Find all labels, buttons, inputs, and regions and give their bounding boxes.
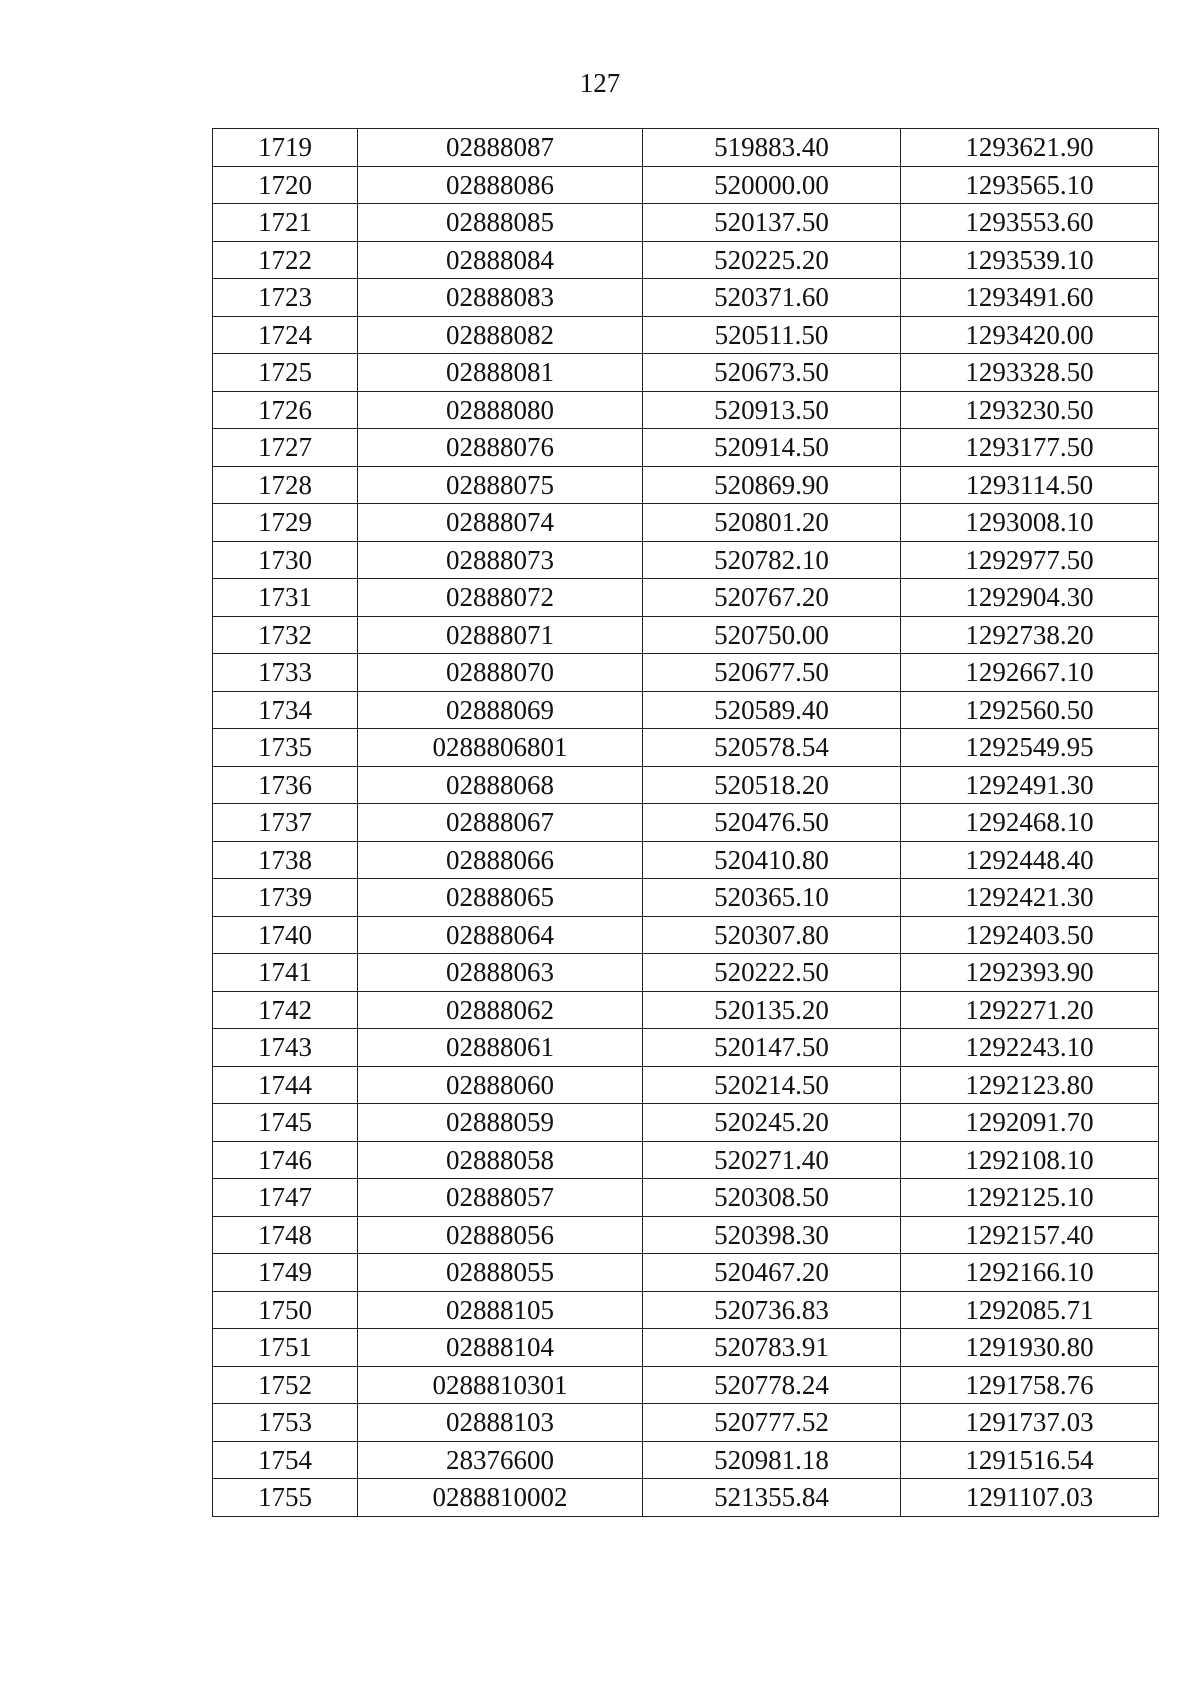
row-index-cell: 1743 xyxy=(213,1029,358,1067)
table-row xyxy=(213,541,1159,579)
x-coordinate-cell: 520518.20 xyxy=(643,766,901,804)
y-coordinate-cell: 1292549.95 xyxy=(901,729,1159,767)
y-coordinate-cell: 1292738.20 xyxy=(901,616,1159,654)
y-coordinate-cell: 1293621.90 xyxy=(901,129,1159,167)
x-coordinate-cell: 520589.40 xyxy=(643,691,901,729)
y-coordinate-cell: 1292977.50 xyxy=(901,541,1159,579)
table-row xyxy=(213,1404,1159,1442)
x-coordinate-cell: 520801.20 xyxy=(643,504,901,542)
row-index-cell: 1746 xyxy=(213,1141,358,1179)
y-coordinate-cell: 1291107.03 xyxy=(901,1479,1159,1517)
x-coordinate-cell: 520673.50 xyxy=(643,354,901,392)
row-index-cell: 1738 xyxy=(213,841,358,879)
point-id-cell: 0288810002 xyxy=(358,1479,643,1517)
row-index-cell: 1723 xyxy=(213,279,358,317)
row-index-cell: 1731 xyxy=(213,579,358,617)
row-index-cell: 1720 xyxy=(213,166,358,204)
coordinates-table xyxy=(212,128,1159,1517)
point-id-cell: 02888073 xyxy=(358,541,643,579)
table-row xyxy=(213,1329,1159,1367)
x-coordinate-cell: 520578.54 xyxy=(643,729,901,767)
y-coordinate-cell: 1292271.20 xyxy=(901,991,1159,1029)
x-coordinate-cell: 520677.50 xyxy=(643,654,901,692)
point-id-cell: 02888080 xyxy=(358,391,643,429)
table-row xyxy=(213,1291,1159,1329)
x-coordinate-cell: 520214.50 xyxy=(643,1066,901,1104)
point-id-cell: 02888074 xyxy=(358,504,643,542)
table-row xyxy=(213,1029,1159,1067)
y-coordinate-cell: 1293491.60 xyxy=(901,279,1159,317)
row-index-cell: 1735 xyxy=(213,729,358,767)
table-row xyxy=(213,316,1159,354)
table-row xyxy=(213,916,1159,954)
table-row xyxy=(213,879,1159,917)
y-coordinate-cell: 1293565.10 xyxy=(901,166,1159,204)
x-coordinate-cell: 520736.83 xyxy=(643,1291,901,1329)
point-id-cell: 02888062 xyxy=(358,991,643,1029)
row-index-cell: 1728 xyxy=(213,466,358,504)
row-index-cell: 1737 xyxy=(213,804,358,842)
row-index-cell: 1726 xyxy=(213,391,358,429)
point-id-cell: 28376600 xyxy=(358,1441,643,1479)
point-id-cell: 02888070 xyxy=(358,654,643,692)
table-row xyxy=(213,691,1159,729)
x-coordinate-cell: 520365.10 xyxy=(643,879,901,917)
row-index-cell: 1750 xyxy=(213,1291,358,1329)
table-row xyxy=(213,504,1159,542)
table-row xyxy=(213,1479,1159,1517)
x-coordinate-cell: 520767.20 xyxy=(643,579,901,617)
y-coordinate-cell: 1293114.50 xyxy=(901,466,1159,504)
x-coordinate-cell: 520410.80 xyxy=(643,841,901,879)
table-row xyxy=(213,1366,1159,1404)
x-coordinate-cell: 520467.20 xyxy=(643,1254,901,1292)
point-id-cell: 02888087 xyxy=(358,129,643,167)
x-coordinate-cell: 520371.60 xyxy=(643,279,901,317)
point-id-cell: 02888105 xyxy=(358,1291,643,1329)
row-index-cell: 1729 xyxy=(213,504,358,542)
y-coordinate-cell: 1292125.10 xyxy=(901,1179,1159,1217)
table-row xyxy=(213,954,1159,992)
point-id-cell: 0288806801 xyxy=(358,729,643,767)
y-coordinate-cell: 1292560.50 xyxy=(901,691,1159,729)
row-index-cell: 1736 xyxy=(213,766,358,804)
table-row xyxy=(213,654,1159,692)
row-index-cell: 1733 xyxy=(213,654,358,692)
point-id-cell: 02888066 xyxy=(358,841,643,879)
point-id-cell: 02888083 xyxy=(358,279,643,317)
row-index-cell: 1749 xyxy=(213,1254,358,1292)
x-coordinate-cell: 520981.18 xyxy=(643,1441,901,1479)
y-coordinate-cell: 1291930.80 xyxy=(901,1329,1159,1367)
y-coordinate-cell: 1293420.00 xyxy=(901,316,1159,354)
point-id-cell: 02888075 xyxy=(358,466,643,504)
point-id-cell: 02888076 xyxy=(358,429,643,467)
x-coordinate-cell: 520398.30 xyxy=(643,1216,901,1254)
x-coordinate-cell: 520000.00 xyxy=(643,166,901,204)
row-index-cell: 1740 xyxy=(213,916,358,954)
point-id-cell: 02888063 xyxy=(358,954,643,992)
y-coordinate-cell: 1292085.71 xyxy=(901,1291,1159,1329)
y-coordinate-cell: 1293230.50 xyxy=(901,391,1159,429)
row-index-cell: 1719 xyxy=(213,129,358,167)
point-id-cell: 02888061 xyxy=(358,1029,643,1067)
y-coordinate-cell: 1292243.10 xyxy=(901,1029,1159,1067)
x-coordinate-cell: 520914.50 xyxy=(643,429,901,467)
table-row xyxy=(213,204,1159,242)
y-coordinate-cell: 1293553.60 xyxy=(901,204,1159,242)
point-id-cell: 02888059 xyxy=(358,1104,643,1142)
table-row xyxy=(213,1066,1159,1104)
y-coordinate-cell: 1292491.30 xyxy=(901,766,1159,804)
y-coordinate-cell: 1292448.40 xyxy=(901,841,1159,879)
x-coordinate-cell: 520307.80 xyxy=(643,916,901,954)
y-coordinate-cell: 1292108.10 xyxy=(901,1141,1159,1179)
point-id-cell: 02888067 xyxy=(358,804,643,842)
x-coordinate-cell: 520135.20 xyxy=(643,991,901,1029)
y-coordinate-cell: 1292468.10 xyxy=(901,804,1159,842)
point-id-cell: 02888058 xyxy=(358,1141,643,1179)
y-coordinate-cell: 1293328.50 xyxy=(901,354,1159,392)
row-index-cell: 1734 xyxy=(213,691,358,729)
point-id-cell: 02888104 xyxy=(358,1329,643,1367)
row-index-cell: 1739 xyxy=(213,879,358,917)
row-index-cell: 1741 xyxy=(213,954,358,992)
row-index-cell: 1725 xyxy=(213,354,358,392)
y-coordinate-cell: 1292403.50 xyxy=(901,916,1159,954)
row-index-cell: 1724 xyxy=(213,316,358,354)
point-id-cell: 02888103 xyxy=(358,1404,643,1442)
point-id-cell: 02888072 xyxy=(358,579,643,617)
row-index-cell: 1727 xyxy=(213,429,358,467)
y-coordinate-cell: 1291516.54 xyxy=(901,1441,1159,1479)
x-coordinate-cell: 520147.50 xyxy=(643,1029,901,1067)
row-index-cell: 1722 xyxy=(213,241,358,279)
row-index-cell: 1747 xyxy=(213,1179,358,1217)
y-coordinate-cell: 1291737.03 xyxy=(901,1404,1159,1442)
table-row xyxy=(213,354,1159,392)
point-id-cell: 0288810301 xyxy=(358,1366,643,1404)
y-coordinate-cell: 1292123.80 xyxy=(901,1066,1159,1104)
point-id-cell: 02888082 xyxy=(358,316,643,354)
point-id-cell: 02888068 xyxy=(358,766,643,804)
x-coordinate-cell: 520783.91 xyxy=(643,1329,901,1367)
y-coordinate-cell: 1293539.10 xyxy=(901,241,1159,279)
x-coordinate-cell: 520782.10 xyxy=(643,541,901,579)
row-index-cell: 1752 xyxy=(213,1366,358,1404)
row-index-cell: 1753 xyxy=(213,1404,358,1442)
table-row xyxy=(213,429,1159,467)
point-id-cell: 02888084 xyxy=(358,241,643,279)
table-body xyxy=(213,129,1159,1517)
table-row xyxy=(213,1179,1159,1217)
point-id-cell: 02888071 xyxy=(358,616,643,654)
x-coordinate-cell: 521355.84 xyxy=(643,1479,901,1517)
x-coordinate-cell: 520245.20 xyxy=(643,1104,901,1142)
row-index-cell: 1755 xyxy=(213,1479,358,1517)
point-id-cell: 02888060 xyxy=(358,1066,643,1104)
y-coordinate-cell: 1293177.50 xyxy=(901,429,1159,467)
x-coordinate-cell: 520137.50 xyxy=(643,204,901,242)
table-row xyxy=(213,279,1159,317)
point-id-cell: 02888064 xyxy=(358,916,643,954)
point-id-cell: 02888069 xyxy=(358,691,643,729)
x-coordinate-cell: 520869.90 xyxy=(643,466,901,504)
x-coordinate-cell: 520511.50 xyxy=(643,316,901,354)
row-index-cell: 1730 xyxy=(213,541,358,579)
y-coordinate-cell: 1291758.76 xyxy=(901,1366,1159,1404)
table-row xyxy=(213,616,1159,654)
x-coordinate-cell: 520777.52 xyxy=(643,1404,901,1442)
row-index-cell: 1742 xyxy=(213,991,358,1029)
point-id-cell: 02888086 xyxy=(358,166,643,204)
point-id-cell: 02888056 xyxy=(358,1216,643,1254)
row-index-cell: 1745 xyxy=(213,1104,358,1142)
row-index-cell: 1754 xyxy=(213,1441,358,1479)
x-coordinate-cell: 520750.00 xyxy=(643,616,901,654)
table-row xyxy=(213,1216,1159,1254)
y-coordinate-cell: 1293008.10 xyxy=(901,504,1159,542)
row-index-cell: 1748 xyxy=(213,1216,358,1254)
table-row xyxy=(213,729,1159,767)
y-coordinate-cell: 1292904.30 xyxy=(901,579,1159,617)
row-index-cell: 1744 xyxy=(213,1066,358,1104)
table-row xyxy=(213,391,1159,429)
table-row xyxy=(213,166,1159,204)
point-id-cell: 02888055 xyxy=(358,1254,643,1292)
y-coordinate-cell: 1292421.30 xyxy=(901,879,1159,917)
row-index-cell: 1732 xyxy=(213,616,358,654)
table-row xyxy=(213,1254,1159,1292)
table-row xyxy=(213,991,1159,1029)
x-coordinate-cell: 520778.24 xyxy=(643,1366,901,1404)
table-row xyxy=(213,766,1159,804)
table-row xyxy=(213,466,1159,504)
x-coordinate-cell: 520225.20 xyxy=(643,241,901,279)
point-id-cell: 02888085 xyxy=(358,204,643,242)
table-row xyxy=(213,1104,1159,1142)
table-row xyxy=(213,1141,1159,1179)
y-coordinate-cell: 1292393.90 xyxy=(901,954,1159,992)
page-number: 127 xyxy=(579,68,621,98)
row-index-cell: 1721 xyxy=(213,204,358,242)
x-coordinate-cell: 519883.40 xyxy=(643,129,901,167)
x-coordinate-cell: 520476.50 xyxy=(643,804,901,842)
y-coordinate-cell: 1292091.70 xyxy=(901,1104,1159,1142)
table-row xyxy=(213,1441,1159,1479)
point-id-cell: 02888065 xyxy=(358,879,643,917)
point-id-cell: 02888081 xyxy=(358,354,643,392)
y-coordinate-cell: 1292157.40 xyxy=(901,1216,1159,1254)
x-coordinate-cell: 520271.40 xyxy=(643,1141,901,1179)
x-coordinate-cell: 520913.50 xyxy=(643,391,901,429)
point-id-cell: 02888057 xyxy=(358,1179,643,1217)
table-row xyxy=(213,241,1159,279)
table-row xyxy=(213,841,1159,879)
row-index-cell: 1751 xyxy=(213,1329,358,1367)
y-coordinate-cell: 1292667.10 xyxy=(901,654,1159,692)
table-row xyxy=(213,129,1159,167)
x-coordinate-cell: 520308.50 xyxy=(643,1179,901,1217)
y-coordinate-cell: 1292166.10 xyxy=(901,1254,1159,1292)
table-row xyxy=(213,804,1159,842)
x-coordinate-cell: 520222.50 xyxy=(643,954,901,992)
table-row xyxy=(213,579,1159,617)
